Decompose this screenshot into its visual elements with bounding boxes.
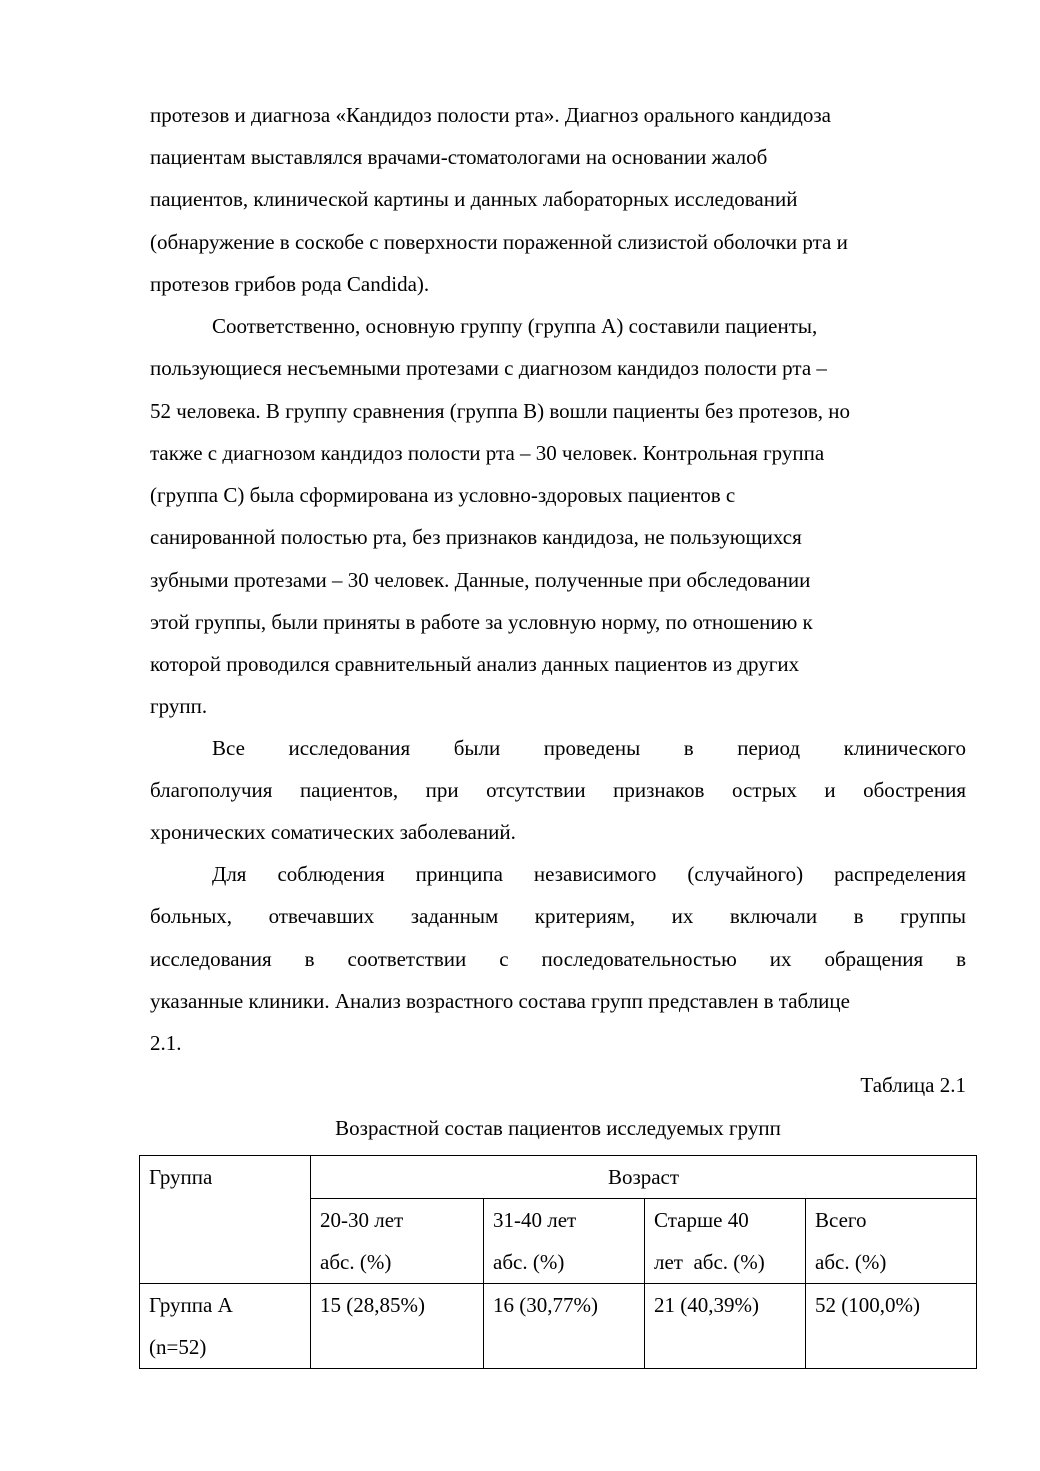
row-value-cell [484, 1284, 645, 1369]
text-line: этой группы, были приняты в работе за условную норму, по отношению к [150, 610, 813, 634]
row-group-size: (n=52) [149, 1335, 207, 1359]
age-table [139, 1155, 977, 1369]
header-cell-20-30 [311, 1199, 484, 1284]
text-line: хронических соматических заболеваний. [150, 820, 516, 844]
header-label: Всего [815, 1208, 867, 1232]
header-label: Старше 40 [654, 1208, 749, 1232]
text-line: санированной полостью рта, без признаков кандидоза, не пользующихся [150, 525, 802, 549]
text-line: протезов грибов рода Candida). [150, 272, 430, 296]
header-cell-group [140, 1156, 311, 1284]
header-unit: абс. (%) [320, 1250, 392, 1274]
header-label: 31-40 лет [493, 1208, 577, 1232]
header-unit: абс. (%) [493, 1250, 565, 1274]
row-value: 15 (28,85%) [320, 1293, 425, 1317]
text-line: пациентов, клинической картины и данных лабораторных исследований [150, 187, 798, 211]
header-cell-total [806, 1199, 977, 1284]
text-line: (обнаружение в соскобе с поверхности пораженной слизистой оболочки рта и [150, 230, 848, 254]
text-line: исследования в соответствии с последовательностью их обращения в [150, 947, 966, 971]
text-line: (группа С) была сформирована из условно-здоровых пациентов с [150, 483, 736, 507]
text-line: зубными протезами – 30 человек. Данные, полученные при обследовании [150, 568, 811, 592]
header-unit: лет абс. (%) [654, 1250, 765, 1274]
row-value: 16 (30,77%) [493, 1293, 598, 1317]
row-value: 52 (100,0%) [815, 1293, 920, 1317]
table-title: Возрастной состав пациентов исследуемых групп [335, 1116, 781, 1140]
text-line: 52 человека. В группу сравнения (группа В) вошли пациенты без протезов, но [150, 399, 850, 423]
text-line: также с диагнозом кандидоз полости рта – 30 человек. Контрольная группа [150, 441, 825, 465]
text-line: указанные клиники. Анализ возрастного состава групп представлен в таблице [150, 989, 850, 1013]
row-value-cell [806, 1284, 977, 1369]
text-line: которой проводился сравнительный анализ данных пациентов из других [150, 652, 800, 676]
row-value-cell [645, 1284, 806, 1369]
text-line: Все исследования были проведены в период клинического [212, 736, 966, 760]
header-cell-over-40 [645, 1199, 806, 1284]
table-header-row [140, 1156, 977, 1199]
row-group-cell [140, 1284, 311, 1369]
text-line: протезов и диагноза «Кандидоз полости рта». Диагноз орального кандидоза [150, 103, 831, 127]
row-value: 21 (40,39%) [654, 1293, 759, 1317]
header-cell-age [311, 1156, 977, 1199]
text-line: Соответственно, основную группу (группа А) составили пациенты, [212, 314, 818, 338]
text-line: групп. [150, 694, 208, 718]
row-group-name: Группа А [149, 1293, 233, 1317]
header-label: 20-30 лет [320, 1208, 404, 1232]
text-line: больных, отвечавших заданным критериям, их включали в группы [150, 904, 966, 928]
header-unit: абс. (%) [815, 1250, 887, 1274]
header-cell-31-40 [484, 1199, 645, 1284]
text-line: пациентам выставлялся врачами-стоматологами на основании жалоб [150, 145, 768, 169]
header-group-label: Группа [149, 1165, 213, 1189]
table-row [140, 1284, 977, 1369]
row-value-cell [311, 1284, 484, 1369]
text-line: Для соблюдения принципа независимого (случайного) распределения [212, 862, 966, 886]
text-line: пользующиеся несъемными протезами с диагнозом кандидоз полости рта – [150, 356, 827, 380]
table-label: Таблица 2.1 [860, 1073, 966, 1097]
header-age-label: Возраст [607, 1165, 680, 1189]
text-line: благополучия пациентов, при отсутствии признаков острых и обострения [150, 778, 966, 802]
text-line: 2.1. [150, 1031, 182, 1055]
